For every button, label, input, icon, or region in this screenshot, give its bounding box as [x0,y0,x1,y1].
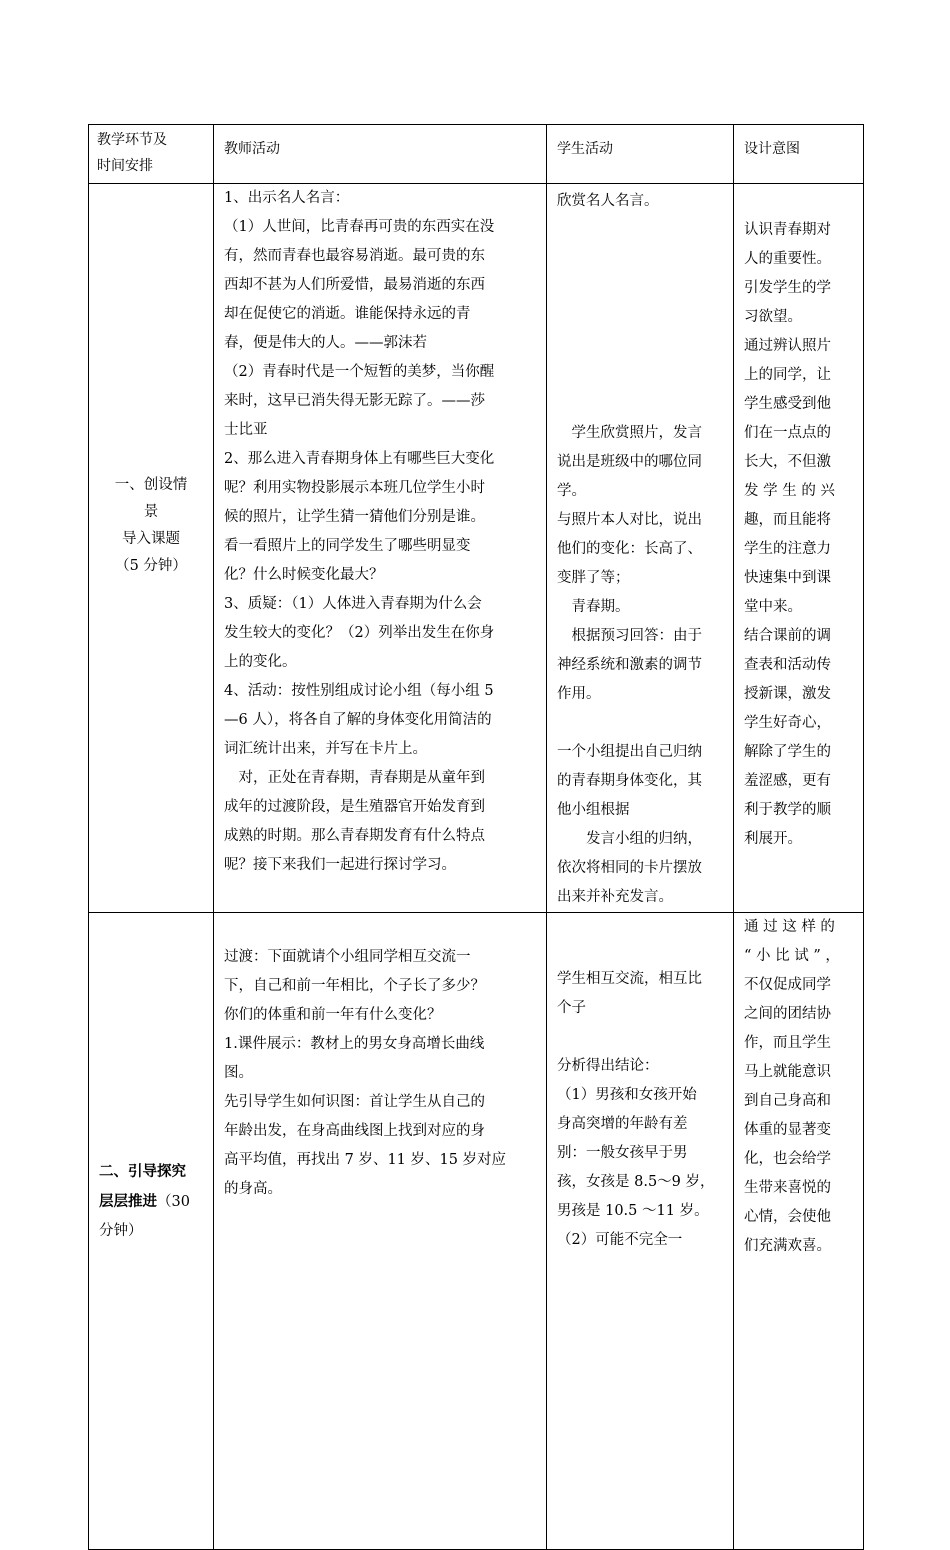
stage-name-line: 一、创设情 [114,477,188,493]
design-intent-line: 学生好奇心， [744,715,831,731]
student-activity-line: 学。 [557,483,586,499]
teacher-activity-line: （1）人世间，比青春再可贵的东西实在没 [224,219,495,235]
student-activity-line [557,245,727,274]
design-intent-line: 利于教学的顺 [744,802,831,818]
design-intent-line: 发 学 生 的 兴 [744,483,835,499]
design-intent-line: 通过辨认照片 [744,338,831,354]
student-activity-line: 的青春期身体变化，其 [557,773,702,789]
header-row [89,125,864,184]
design-intent-cell [734,184,864,913]
student-activity-line [557,303,727,332]
student-activity-line: 一个小组提出自己归纳 [557,744,702,760]
teacher-activity-line: 成年的过渡阶段，是生殖器官开始发育到 [224,799,485,815]
student-activity-line: 发言小组的归纳， [557,831,702,847]
student-activity-line [557,361,727,390]
design-intent-cell [734,913,864,1550]
student-activity-line [557,1023,727,1052]
student-activity-line: 根据预习回答：由于 [557,628,702,644]
stage-cell [89,184,214,913]
student-activity-line: 青春期。 [557,599,630,615]
teacher-activity-line: 春，便是伟大的人。——郭沫若 [224,335,427,351]
design-intent-line: 上的同学，让 [744,367,831,383]
student-activity-line: 说出是班级中的哪位同 [557,454,702,470]
stage-duration-unit: 分钟） [99,1223,143,1239]
student-activity-line: 孩，女孩是 8.5～9 岁， [557,1174,715,1190]
stage-name-line [99,1187,207,1217]
student-activity-line: 别：一般女孩早于男 [557,1145,688,1161]
design-intent-line: “ 小 比 试 ” ， [744,948,840,964]
student-activity-line: 与照片本人对比，说出 [557,512,702,528]
design-intent-line: 生带来喜悦的 [744,1180,831,1196]
student-activity-line: 欣赏名人名言。 [557,193,659,209]
teacher-activity-line: 的身高。 [224,1181,282,1197]
header-design-label: 设计意图 [744,141,800,157]
student-activity-line: 学生相互交流，相互比 [557,971,702,987]
lesson-plan-table [88,124,864,1550]
student-activity-line: 身高突增的年龄有差 [557,1116,688,1132]
teacher-activity-line: 过渡：下面就请个小组同学相互交流一 [224,949,471,965]
teacher-activity-line: 候的照片，让学生猜一猜他们分别是谁。 [224,509,485,525]
design-intent-line: 快速集中到课 [744,570,831,586]
student-activity-line: 他们的变化：长高了、 [557,541,702,557]
teacher-activity-line: （2）青春时代是一个短暂的美梦，当你醒 [224,364,495,380]
teacher-activity-line: 有，然而青春也最容易消逝。最可贵的东 [224,248,485,264]
student-activity-line: 学生欣赏照片，发言 [557,425,702,441]
design-intent-line: 到自己身高和 [744,1093,831,1109]
design-intent-line: 长大，不但激 [744,454,831,470]
student-activity-line [557,332,727,361]
student-activity-line: （1）男孩和女孩开始 [557,1087,697,1103]
teacher-activity-line: 1、出示名人名言： [224,190,350,206]
teacher-activity-line: 士比亚 [224,422,268,438]
design-intent-line: 之间的团结协 [744,1006,831,1022]
design-intent-line: 解除了学生的 [744,744,831,760]
design-intent-line: 羞涩感，更有 [744,773,831,789]
teacher-activity-line: 成熟的时期。那么青春期发育有什么特点 [224,828,485,844]
student-activity-line: 出来并补充发言。 [557,889,673,905]
student-activity-cell [547,184,734,913]
design-intent-line: 学生的注意力 [744,541,831,557]
header-student [547,125,734,184]
student-activity-line: 个子 [557,1000,586,1016]
design-intent-line: 不仅促成同学 [744,977,831,993]
student-activity-line: 依次将相同的卡片摆放 [557,860,702,876]
stage-title: 二、引导探究 [99,1163,186,1180]
teacher-activity-line: 3、质疑：（1）人体进入青春期为什么会 [224,596,482,612]
student-activity-line: 分析得出结论： [557,1058,659,1074]
design-intent-line: 结合课前的调 [744,628,831,644]
student-activity-line: 作用。 [557,686,601,702]
teacher-activity-line: 图。 [224,1065,253,1081]
teacher-activity-line: 呢？利用实物投影展示本班几位学生小时 [224,480,485,496]
student-activity-line [557,709,727,738]
design-intent-line: 们在一点点的 [744,425,831,441]
student-activity-line [557,216,727,245]
teacher-activity-line: 下，自己和前一年相比，个子长了多少？ [224,978,485,994]
header-stage [89,125,214,184]
design-intent-line: 心情，会使他 [744,1209,831,1225]
student-activity-line: 变胖了等； [557,570,630,586]
design-intent-line: 通 过 这 样 的 [744,919,835,935]
teacher-activity-line: 词汇统计出来，并写在卡片上。 [224,741,427,757]
design-intent-line: 作，而且学生 [744,1035,831,1051]
stage-name-line: 导入课题 [122,531,180,547]
header-design [734,125,864,184]
teacher-activity-line: 发生较大的变化？（2）列举出发生在你身 [224,625,495,641]
design-intent-line: 马上就能意识 [744,1064,831,1080]
teacher-activity-line: 1.课件展示：教材上的男女身高增长曲线 [224,1036,485,1052]
stage-subtitle: 层层推进 [99,1193,157,1210]
header-student-label: 学生活动 [557,141,613,157]
design-intent-line: 习欲望。 [744,309,802,325]
teacher-activity-line: —6 人），将各自了解的身体变化用简洁的 [224,712,492,728]
student-activity-line: 男孩是 10.5 ～11 岁。 [557,1203,709,1219]
teacher-activity-line: 化？什么时候变化最大？ [224,567,384,583]
student-activity-cell [547,913,734,1550]
stage-name-line: （5 分钟） [115,558,187,574]
table-row [89,184,864,913]
teacher-activity-cell [214,913,547,1550]
teacher-activity-line: 来时，这早已消失得无影无踪了。——莎 [224,393,485,409]
teacher-activity-line: 西却不甚为人们所爱惜，最易消逝的东西 [224,277,485,293]
design-intent-line [744,187,857,216]
teacher-activity-line: 你们的体重和前一年有什么变化？ [224,1007,442,1023]
teacher-activity-line: 高平均值，再找出 7 岁、11 岁、15 岁对应 [224,1152,507,1168]
design-intent-line: 学生感受到他 [744,396,831,412]
student-activity-line: （2）可能不完全一 [557,1232,683,1248]
table-row [89,913,864,1550]
stage-cell [89,913,214,1550]
design-intent-line: 认识青春期对 [744,222,831,238]
student-activity-line [557,390,727,419]
teacher-activity-cell [214,184,547,913]
teacher-activity-line: 呢？接下来我们一起进行探讨学习。 [224,857,456,873]
header-teacher [214,125,547,184]
design-intent-line: 人的重要性。 [744,251,831,267]
design-intent-line: 们充满欢喜。 [744,1238,831,1254]
student-activity-line: 他小组根据 [557,802,630,818]
student-activity-line: 神经系统和激素的调节 [557,657,702,673]
header-stage-line: 时间安排 [97,158,153,174]
teacher-activity-line: 先引导学生如何识图：首让学生从自己的 [224,1094,485,1110]
student-activity-line [557,274,727,303]
design-intent-line: 查表和活动传 [744,657,831,673]
stage-name-line [99,1157,207,1187]
teacher-activity-line: 却在促使它的消逝。谁能保持永远的青 [224,306,471,322]
stage-duration: （30 [157,1194,190,1210]
design-intent-line: 堂中来。 [744,599,802,615]
teacher-activity-line: 对，正处在青春期，青春期是从童年到 [224,770,485,786]
teacher-activity-line: 4、活动：按性别组成讨论小组（每小组 5 [224,683,494,699]
teacher-activity-line: 看一看照片上的同学发生了哪些明显变 [224,538,471,554]
design-intent-line: 趣，而且能将 [744,512,831,528]
design-intent-line: 体重的显著变 [744,1122,831,1138]
teacher-activity-line: 上的变化。 [224,654,297,670]
teacher-activity-line: 年龄出发，在身高曲线图上找到对应的身 [224,1123,485,1139]
teacher-activity-line: 2、那么进入青春期身体上有哪些巨大变化 [224,451,495,467]
stage-name-line: 景 [143,504,159,520]
header-stage-line: 教学环节及 [97,132,167,148]
design-intent-line: 化，也会给学 [744,1151,831,1167]
design-intent-line: 利展开。 [744,831,802,847]
design-intent-line: 授新课，激发 [744,686,831,702]
header-teacher-label: 教师活动 [224,141,280,157]
design-intent-line: 引发学生的学 [744,280,831,296]
